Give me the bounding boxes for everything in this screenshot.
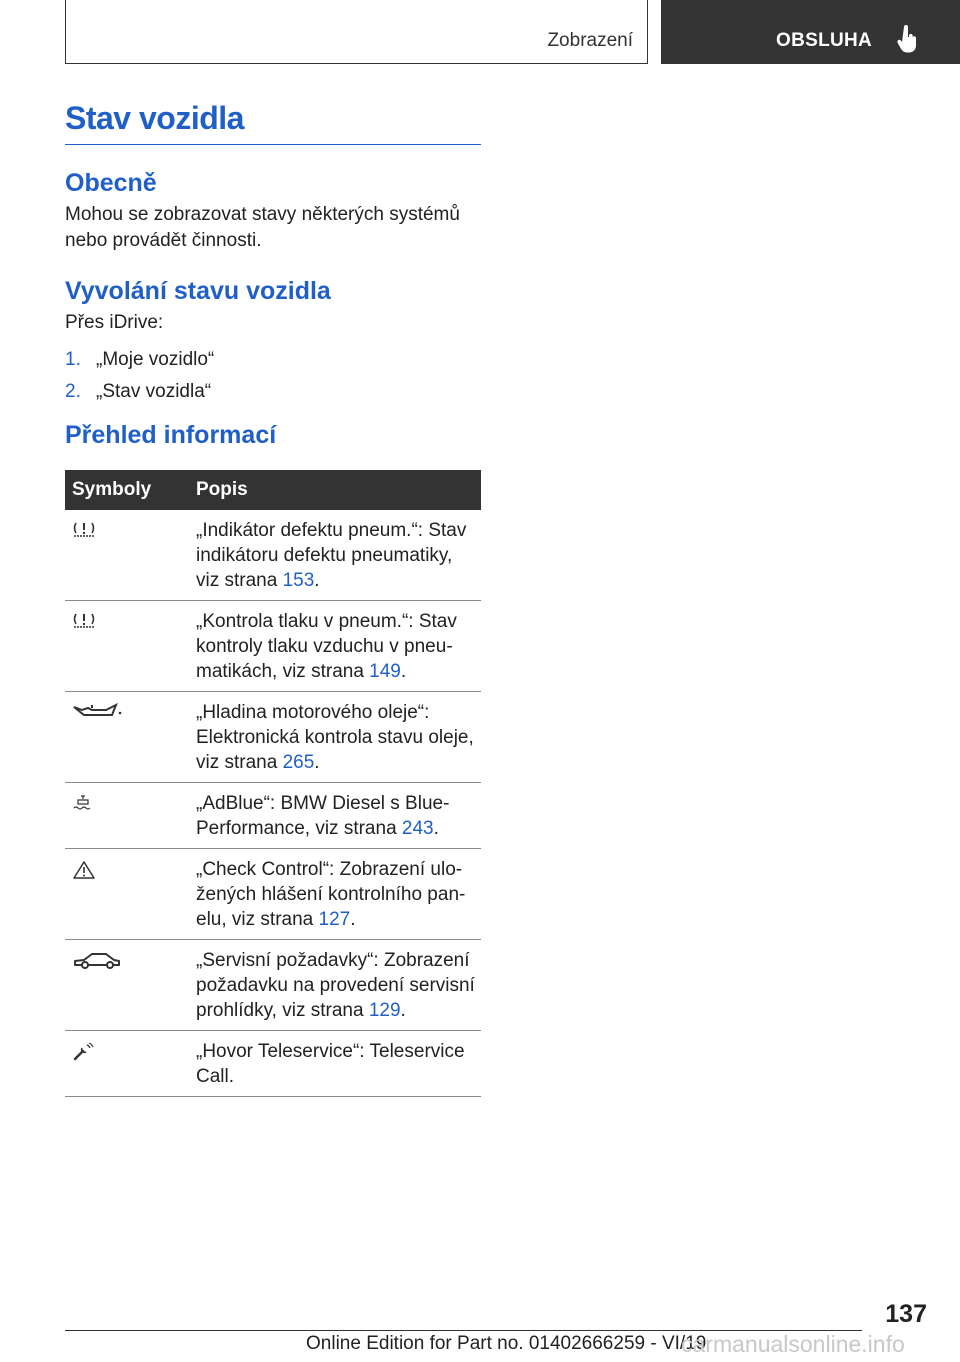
list-item: [65, 376, 481, 408]
header-chapter-tab: [661, 0, 960, 64]
page-title: Stav vozidla: [65, 100, 481, 145]
description-cell: [189, 601, 481, 692]
row-tail: .: [400, 661, 407, 682]
step-text: „Stav vozidla“: [96, 381, 212, 402]
table-row: [65, 510, 481, 601]
row-tail: .: [314, 752, 320, 773]
service-car-icon: [72, 951, 122, 971]
footer-edition: Online Edition for Part no. 01402666259 - VI/19: [306, 1333, 707, 1354]
row-text: „Kontrola tlaku v pneum.“: Stav kontroly tlaku vzduchu v pneumatikách, viz strana: [196, 611, 457, 682]
heading-general: Obecně: [65, 169, 157, 197]
page-link[interactable]: 129: [368, 1000, 401, 1021]
row-tail: .: [433, 818, 439, 839]
table-row: [65, 849, 481, 940]
header-section-box: [65, 0, 648, 64]
warning-triangle-icon: [72, 860, 96, 880]
adblue-icon: [72, 794, 94, 812]
tire-pressure-warning-icon: [72, 521, 96, 539]
row-text: „Servisní požadavky“: Zobrazení požadavku na provedení servisní prohlídky, viz strana: [196, 950, 475, 1021]
main-column: [65, 100, 481, 1097]
row-text: „Hovor Teleservice“: Teleservice Call.: [196, 1041, 465, 1087]
recall-steps: [65, 344, 481, 408]
row-text: „Indikátor defektu pneum.“: Stav indikátoru defektu pneumatiky, viz strana: [196, 520, 467, 591]
recall-intro: Přes iDrive:: [65, 312, 164, 333]
symbol-cell: [65, 692, 189, 783]
row-text: „AdBlue“: BMW Diesel s BluePerformance, viz strana: [196, 793, 450, 839]
heading-recall: Vyvolání stavu vozidla: [65, 277, 331, 305]
symbol-cell: [65, 510, 189, 601]
step-number: 2.: [65, 381, 81, 402]
info-table: [65, 470, 481, 1097]
oil-can-icon: [72, 703, 122, 721]
teleservice-wrench-icon: [72, 1042, 96, 1062]
page-link[interactable]: 265: [282, 752, 315, 773]
table-row: [65, 692, 481, 783]
page-link[interactable]: 243: [401, 818, 434, 839]
symbol-cell: [65, 849, 189, 940]
description-cell: [189, 783, 481, 849]
description-cell: [189, 510, 481, 601]
page-link[interactable]: 153: [282, 570, 315, 591]
page-number: 137: [885, 1300, 927, 1328]
row-text: „Check Control“: Zobrazení uložených hlášení kontrolního panelu, viz strana: [196, 859, 466, 930]
description-cell: [189, 940, 481, 1031]
header-section-title: Zobrazení: [547, 30, 633, 51]
description-cell: [189, 692, 481, 783]
column-header-symbols: Symboly: [65, 470, 189, 510]
table-row: [65, 940, 481, 1031]
watermark: carmanualsonline.info: [681, 1331, 905, 1357]
row-text: „Hladina motorového oleje“: Elektronická kontrola stavu oleje, viz strana: [196, 702, 474, 773]
description-cell: [189, 1031, 481, 1097]
tire-pressure-monitor-icon: [72, 612, 96, 630]
page-link[interactable]: 149: [369, 661, 401, 682]
column-header-description: Popis: [189, 470, 481, 510]
step-text: „Moje vozidlo“: [96, 349, 215, 370]
table-header-row: [65, 470, 481, 510]
page-link[interactable]: 127: [318, 909, 351, 930]
table-row: [65, 783, 481, 849]
pointing-hand-icon: [897, 25, 919, 53]
general-text: Mohou se zobrazovat stavy některých systémů nebo provádět činnosti.: [65, 204, 460, 251]
header-chapter-title: OBSLUHA: [776, 30, 873, 51]
row-tail: .: [314, 570, 320, 591]
symbol-cell: [65, 783, 189, 849]
description-cell: [189, 849, 481, 940]
list-item: [65, 344, 481, 376]
table-row: [65, 1031, 481, 1097]
symbol-cell: [65, 940, 189, 1031]
table-row: [65, 601, 481, 692]
symbol-cell: [65, 1031, 189, 1097]
row-tail: .: [350, 909, 356, 930]
symbol-cell: [65, 601, 189, 692]
heading-overview: Přehled informací: [65, 421, 277, 449]
step-number: 1.: [65, 349, 81, 370]
row-tail: .: [400, 1000, 406, 1021]
